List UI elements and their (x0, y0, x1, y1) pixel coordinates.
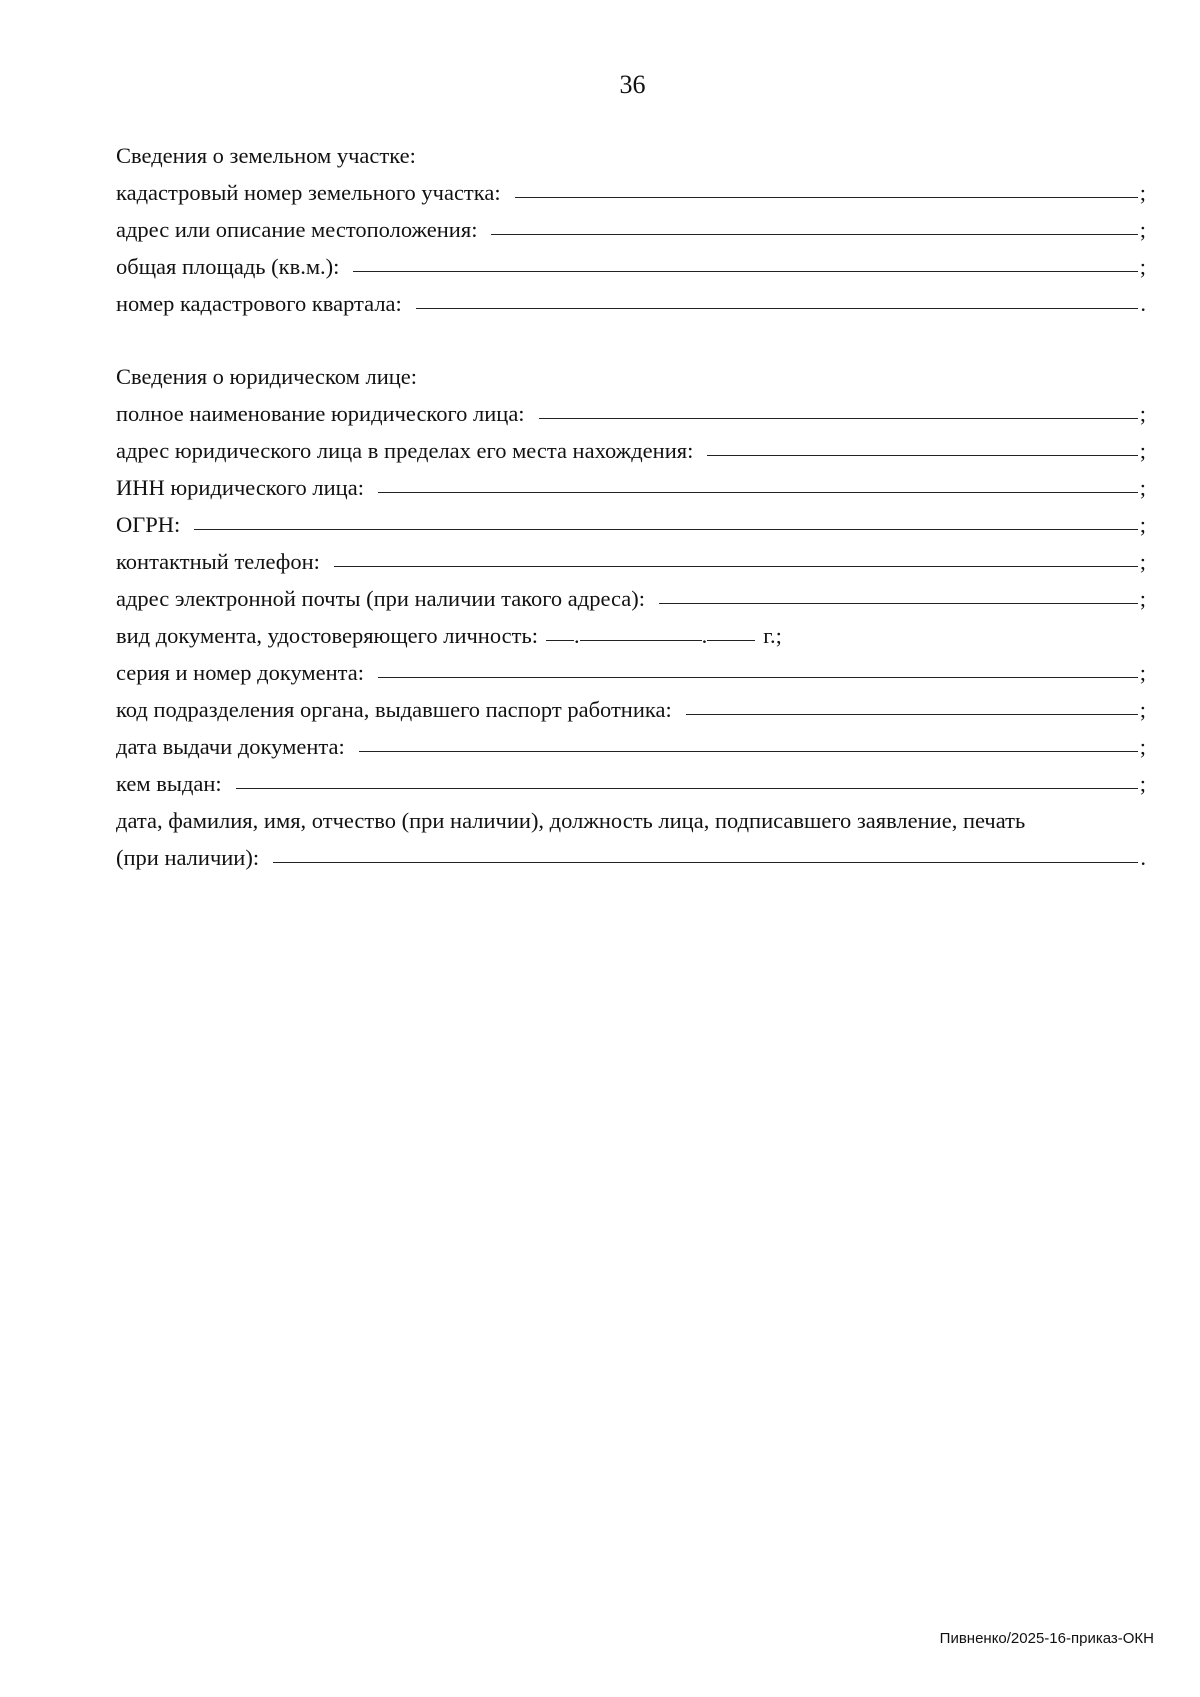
field-label: дата выдачи документа: (116, 734, 345, 759)
signature-field (116, 845, 1146, 882)
field-label: (при наличии): (116, 845, 260, 870)
field-label: адрес или описание местоположения: (116, 217, 478, 242)
id-document-field (116, 623, 1146, 660)
field-end: ; (1139, 512, 1146, 537)
field-label: полное наименование юридического лица: (116, 401, 525, 426)
application-form (116, 143, 1146, 882)
field-end: ; (1139, 549, 1146, 574)
issued-by-blank[interactable] (236, 770, 1138, 789)
field-end: . (1140, 291, 1146, 316)
issuing-unit-code-field (116, 697, 1146, 734)
document-code: Пивненко/2025-16-приказ-ОКН (939, 1630, 1154, 1647)
year-suffix: г.; (763, 623, 782, 648)
issue-date-field (116, 734, 1146, 771)
cadastral-quarter-blank[interactable] (416, 290, 1139, 309)
field-label: вид документа, удостоверяющего личность: (116, 623, 538, 648)
signature-description: дата, фамилия, имя, отчество (при наличии), должность лица, подписавшего заявление, печать (116, 808, 1026, 833)
cadastral-number-blank[interactable] (515, 179, 1138, 198)
legal-full-name-field (116, 401, 1146, 438)
field-end: ; (1139, 734, 1146, 759)
date-separator: . (574, 623, 580, 648)
field-label: адрес юридического лица в пределах его места нахождения: (116, 438, 694, 463)
inn-field (116, 475, 1146, 512)
field-label: номер кадастрового квартала: (116, 291, 402, 316)
field-label: кадастровый номер земельного участка: (116, 180, 501, 205)
id-doc-month-blank[interactable] (580, 622, 702, 641)
field-label: серия и номер документа: (116, 660, 365, 685)
field-end: ; (1139, 217, 1146, 242)
address-location-field (116, 217, 1146, 254)
field-label: код подразделения органа, выдавшего паспорт работника: (116, 697, 672, 722)
legal-section-heading: Сведения о юридическом лице: (116, 364, 418, 389)
field-end: ; (1139, 254, 1146, 279)
field-label: ОГРН: (116, 512, 181, 537)
page-number: 36 (619, 70, 646, 99)
legal-address-blank[interactable] (707, 437, 1137, 456)
field-end: . (1140, 845, 1146, 870)
phone-field (116, 549, 1146, 586)
legal-full-name-blank[interactable] (539, 400, 1138, 419)
field-label: общая площадь (кв.м.): (116, 254, 340, 279)
field-end: ; (1139, 180, 1146, 205)
signature-blank[interactable] (273, 844, 1138, 863)
ogrn-field (116, 512, 1146, 549)
issue-date-blank[interactable] (359, 733, 1138, 752)
field-end: ; (1139, 401, 1146, 426)
field-label: ИНН юридического лица: (116, 475, 364, 500)
id-doc-day-blank[interactable] (546, 622, 574, 641)
phone-blank[interactable] (334, 548, 1138, 567)
inn-blank[interactable] (378, 474, 1138, 493)
field-end: ; (1139, 475, 1146, 500)
issued-by-field (116, 771, 1146, 808)
ogrn-blank[interactable] (194, 511, 1137, 530)
land-section-heading: Сведения о земельном участке: (116, 143, 416, 168)
email-blank[interactable] (659, 585, 1138, 604)
total-area-blank[interactable] (353, 253, 1137, 272)
field-label: адрес электронной почты (при наличии такого адреса): (116, 586, 646, 611)
field-end: ; (1139, 438, 1146, 463)
section-spacer (116, 328, 1146, 364)
issuing-unit-code-blank[interactable] (686, 696, 1138, 715)
field-label: контактный телефон: (116, 549, 320, 574)
field-label: кем выдан: (116, 771, 222, 796)
id-doc-year-blank[interactable] (707, 622, 755, 641)
cadastral-quarter-field (116, 291, 1146, 328)
total-area-field (116, 254, 1146, 291)
field-end: ; (1139, 697, 1146, 722)
email-field (116, 586, 1146, 623)
doc-series-number-field (116, 660, 1146, 697)
field-end: ; (1139, 586, 1146, 611)
date-separator: . (701, 623, 708, 648)
doc-series-number-blank[interactable] (378, 659, 1138, 678)
cadastral-number-field (116, 180, 1146, 217)
field-end: ; (1139, 771, 1146, 796)
field-end: ; (1139, 660, 1146, 685)
address-location-blank[interactable] (491, 216, 1137, 235)
legal-address-field (116, 438, 1146, 475)
